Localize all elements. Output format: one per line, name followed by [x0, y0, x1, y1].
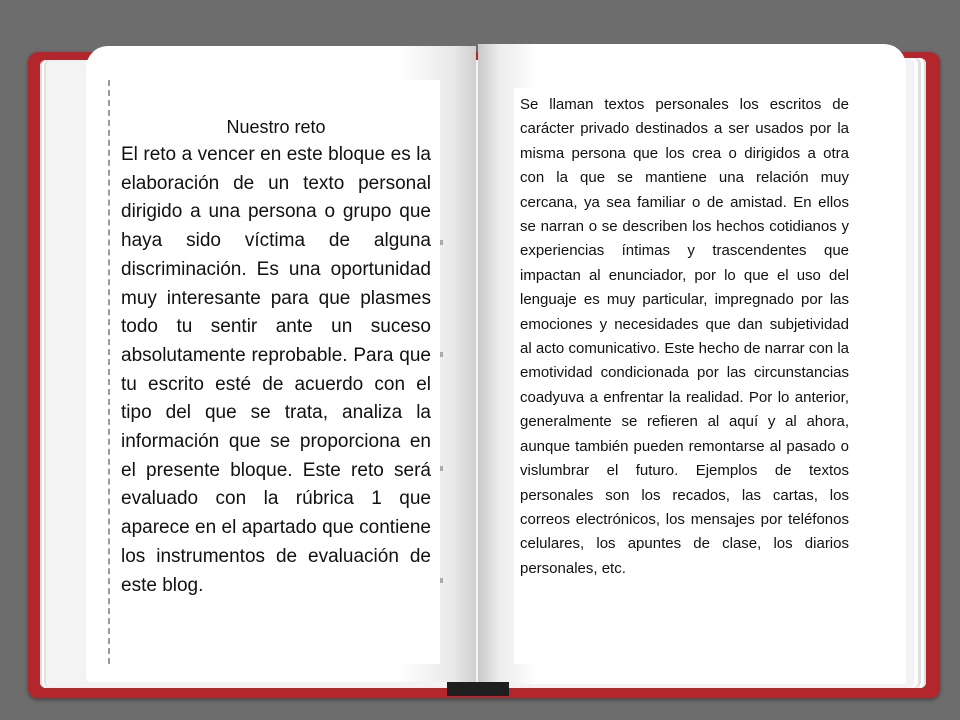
right-page-body: Se llaman textos personales los escritos de carácter privado destinados a ser usados por la misma persona que los crea o dirigidos a otra con la que se mantiene una relación muy cercana, ya sea familiar o de amistad. En ellos se narran o se describen los hechos cotidianos y experiencias íntimas y trascendentes que impactan al enunciador, por lo que el uso del lenguaje es muy particular, impregnado por las emociones y necesidades que dan subjetividad al acto comunicativo. Este hecho de narrar con la emotividad condicionada por las circunstancias coadyuva a enfrentar la realidad. Por lo anterior, generalmente se refieren al aquí y al ahora, aunque también pueden remontarse al pasado o vislumbrar el futuro. Ejemplos de textos personales son los recados, las cartas, los correos electrónicos, los mensajes por teléfonos celulares, los apuntes de clase, los diarios personales, etc.	[520, 96, 849, 577]
right-text-box	[514, 88, 852, 664]
page-mark	[440, 240, 443, 245]
left-text-box	[108, 80, 440, 664]
page-mark	[440, 578, 443, 583]
page-mark	[440, 352, 443, 357]
book-spine	[447, 682, 509, 696]
page-mark	[440, 466, 443, 471]
left-page-body: El reto a vencer en este bloque es la elaboración de un texto personal dirigido a una persona o grupo que haya sido víctima de alguna discriminación. Es una oportunidad muy interesante para que plasmes todo tu sentir ante un suceso absolutamente reprobable. Para que tu escrito esté de acuerdo con el tipo del que se trata, analiza la información que se proporciona en el presente bloque. Este reto será evaluado con la rúbrica 1 que aparece en el apartado que contiene los instrumentos de evaluación de este blog.	[121, 144, 431, 596]
left-page-title: Nuestro reto	[226, 117, 326, 137]
